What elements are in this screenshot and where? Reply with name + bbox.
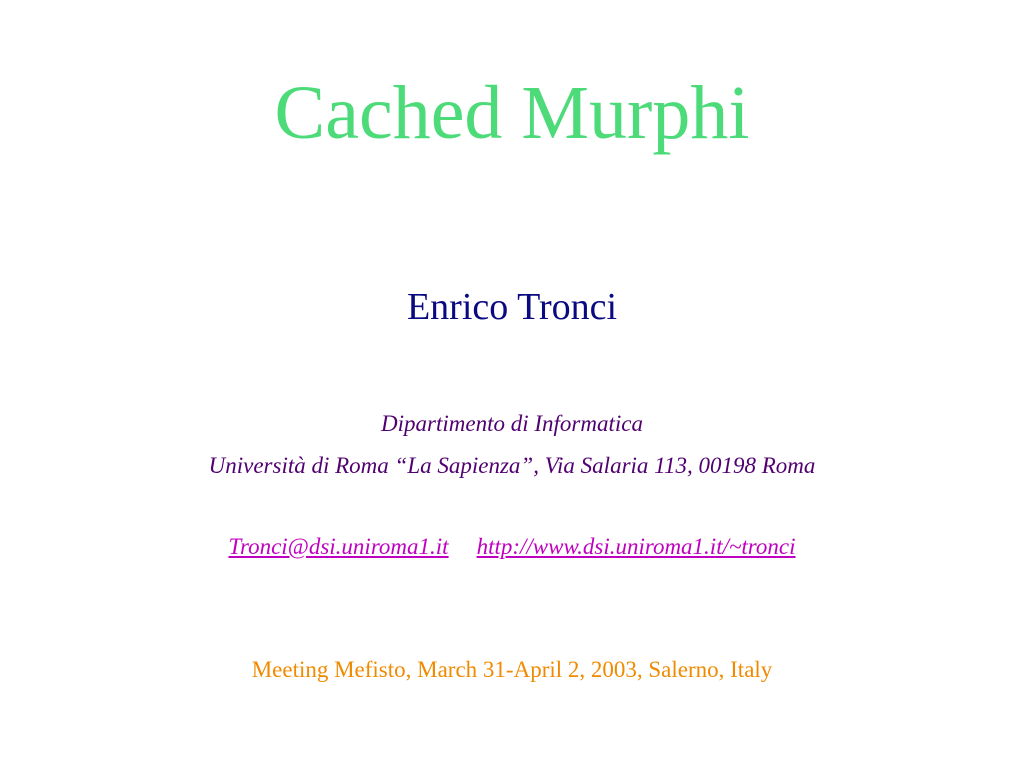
slide-title: Cached Murphi: [274, 71, 750, 155]
homepage-link[interactable]: http://www.dsi.uniroma1.it/~tronci: [476, 534, 796, 559]
author-name: Enrico Tronci: [406, 286, 618, 328]
contact-links: [0, 532, 1024, 562]
meeting-info: Meeting Mefisto, March 31-April 2, 2003, Salerno, Italy: [251, 657, 773, 682]
university-address: Università di Roma “La Sapienza”, Via Salaria 113, 00198 Roma: [208, 453, 816, 478]
department: Dipartimento di Informatica: [381, 411, 643, 436]
email-link[interactable]: Tronci@dsi.uniroma1.it: [228, 534, 449, 559]
